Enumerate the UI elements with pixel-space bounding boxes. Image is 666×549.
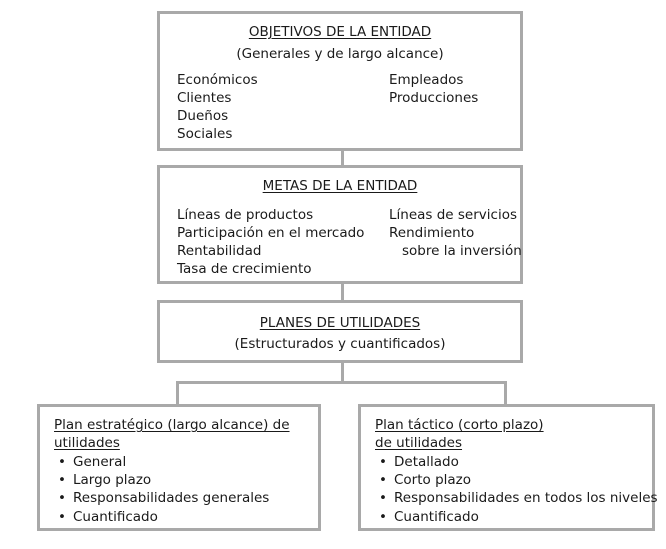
planes-title: PLANES DE UTILIDADES xyxy=(259,315,421,331)
objetivos-title: OBJETIVOS DE LA ENTIDAD xyxy=(248,24,432,40)
list-item: • Cuantificado xyxy=(58,508,158,525)
list-item: • General xyxy=(58,454,127,470)
estrategico-title-line2: utilidades xyxy=(54,435,120,451)
bullet-icon: • xyxy=(379,508,387,525)
bullet-icon: • xyxy=(58,472,66,489)
metas-item: Participación en el mercado xyxy=(177,225,365,241)
bullet-icon: • xyxy=(58,490,66,507)
bullet-icon: • xyxy=(379,490,387,507)
connector-metas-planes xyxy=(341,283,344,301)
connector-left-down xyxy=(176,381,179,405)
objetivos-item: Clientes xyxy=(177,90,232,106)
bullet-icon: • xyxy=(58,454,66,470)
connector-objetivos-metas xyxy=(341,150,344,166)
bullet-icon: • xyxy=(379,472,387,489)
metas-box xyxy=(157,165,523,284)
metas-title: METAS DE LA ENTIDAD xyxy=(262,178,418,194)
objetivos-box xyxy=(157,11,523,151)
metas-item: Tasa de crecimiento xyxy=(177,261,312,277)
planes-box xyxy=(157,300,523,363)
tactico-list xyxy=(375,453,658,526)
tactico-title-line1: Plan táctico (corto plazo) xyxy=(375,417,544,433)
list-item: • Responsabilidades en todos los niveles xyxy=(379,490,658,507)
estrategico-title-line1: Plan estratégico (largo alcance) de xyxy=(54,417,290,433)
bullet-icon: • xyxy=(379,454,387,470)
connector-horizontal xyxy=(176,381,507,384)
metas-item: Rentabilidad xyxy=(177,243,262,259)
planes-subtitle: (Estructurados y cuantificados) xyxy=(234,336,446,352)
plan-estrategico-box xyxy=(37,404,321,531)
metas-item: Líneas de productos xyxy=(177,207,314,223)
list-item: • Responsabilidades generales xyxy=(58,490,270,507)
objetivos-item: Empleados xyxy=(389,72,464,88)
estrategico-list xyxy=(54,453,269,526)
objetivos-item: Económicos xyxy=(177,72,258,88)
connector-right-down xyxy=(504,381,507,405)
objetivos-subtitle: (Generales y de largo alcance) xyxy=(236,46,444,62)
metas-item: Rendimiento xyxy=(389,225,475,241)
list-item: • Cuantificado xyxy=(379,508,479,525)
metas-item: Líneas de servicios xyxy=(389,207,517,223)
metas-item: sobre la inversión xyxy=(402,243,522,259)
plan-tactico-box xyxy=(358,404,658,531)
list-item: • Corto plazo xyxy=(379,472,472,489)
objetivos-item: Dueños xyxy=(177,108,229,124)
bullet-icon: • xyxy=(58,508,66,525)
list-item: • Detallado xyxy=(379,454,459,470)
tactico-title-line2: de utilidades xyxy=(375,435,463,451)
list-item: • Largo plazo xyxy=(58,472,152,489)
objetivos-item: Producciones xyxy=(389,90,479,106)
connector-planes-down xyxy=(341,362,344,382)
objetivos-item: Sociales xyxy=(177,126,233,142)
